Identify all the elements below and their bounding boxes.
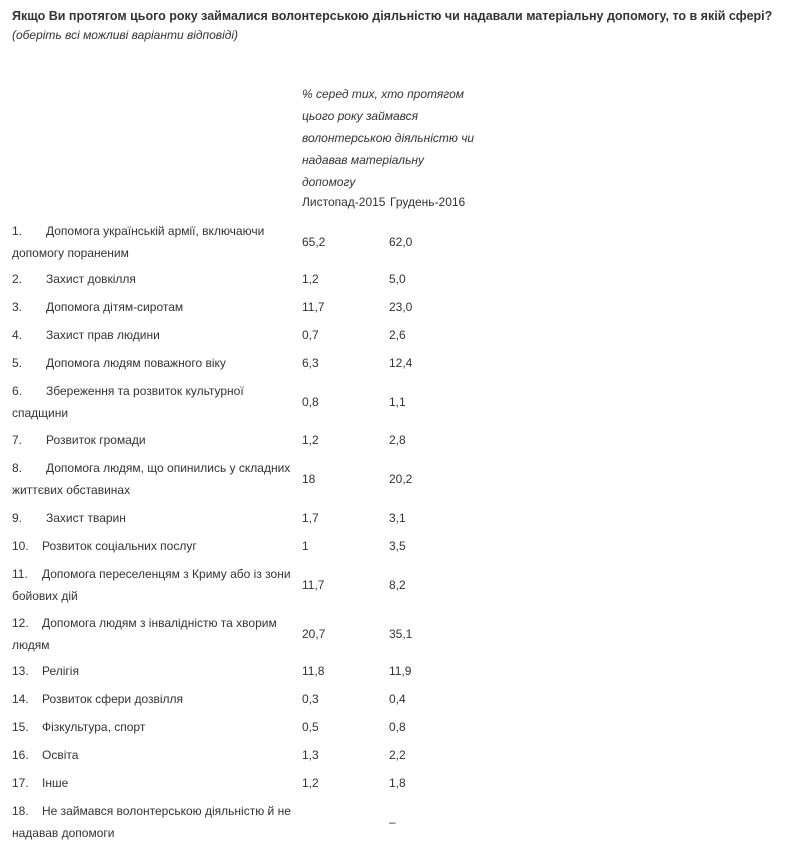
- value-2016: 62,0: [389, 235, 413, 249]
- row-number: 9.: [12, 511, 23, 525]
- row-label: [12, 457, 297, 501]
- row-text: Допомога людям, що опинились у складних життєвих обставинах: [12, 461, 291, 497]
- table-row: [0, 296, 799, 318]
- row-text: Захист прав людини: [46, 328, 160, 342]
- table-row: [0, 268, 799, 290]
- table-row: [0, 457, 799, 501]
- table-row: [0, 744, 799, 766]
- column-header-2015: Листопад-2015: [302, 195, 386, 209]
- table-row: [0, 660, 799, 682]
- value-2015: 1: [302, 539, 309, 553]
- value-2015: 6,3: [302, 356, 319, 370]
- row-number: 15.: [12, 720, 29, 734]
- row-number: 7.: [12, 433, 23, 447]
- row-number: 10.: [12, 539, 29, 553]
- value-2015: 0,3: [302, 692, 319, 706]
- table-row: [0, 800, 799, 844]
- row-text: Збереження та розвиток культурної спадщини: [12, 384, 244, 420]
- value-2015: 11,8: [302, 664, 325, 678]
- value-2015: 0,8: [302, 395, 319, 409]
- value-2016: 1,8: [389, 776, 406, 790]
- row-text: Захист тварин: [46, 511, 126, 525]
- row-number: 6.: [12, 384, 23, 398]
- value-2016: 2,2: [389, 748, 406, 762]
- value-2015: 1,3: [302, 748, 319, 762]
- row-text: Допомога українській армії, включаючи допомогу пораненим: [12, 224, 265, 260]
- row-label: [12, 660, 297, 682]
- value-2016: 12,4: [389, 356, 413, 370]
- row-number: 13.: [12, 664, 29, 678]
- table-row: [0, 380, 799, 424]
- row-number: 1.: [12, 224, 23, 238]
- value-2016: 0,4: [389, 692, 406, 706]
- table-row: [0, 612, 799, 656]
- row-number: 16.: [12, 748, 29, 762]
- table-row: [0, 220, 799, 264]
- row-label: [12, 352, 297, 374]
- row-number: 5.: [12, 356, 23, 370]
- row-label: [12, 688, 297, 710]
- value-2016: 2,8: [389, 433, 406, 447]
- table-row: [0, 563, 799, 607]
- table-row: [0, 688, 799, 710]
- row-label: [12, 800, 297, 844]
- row-text: Релігія: [42, 664, 79, 678]
- row-label: [12, 772, 297, 794]
- row-number: 8.: [12, 461, 23, 475]
- value-2016: 3,5: [389, 539, 406, 553]
- row-label: [12, 324, 297, 346]
- value-2015: 11,7: [302, 300, 325, 314]
- row-number: 11.: [12, 567, 28, 581]
- value-2015: 1,2: [302, 776, 319, 790]
- row-label: [12, 535, 297, 557]
- value-2016: 23,0: [389, 300, 413, 314]
- table-row: [0, 716, 799, 738]
- table-row: [0, 324, 799, 346]
- row-text: Допомога дітям-сиротам: [46, 300, 184, 314]
- row-number: 3.: [12, 300, 23, 314]
- value-2016: 5,0: [389, 272, 406, 286]
- value-2016: 0,8: [389, 720, 406, 734]
- row-text: Фізкультура, спорт: [42, 720, 146, 734]
- row-number: 12.: [12, 616, 29, 630]
- row-text: Розвиток соціальних послуг: [42, 539, 197, 553]
- value-2016: 8,2: [389, 578, 406, 592]
- row-text: Допомога людям з інвалідністю та хворим людям: [12, 616, 277, 652]
- row-text: Захист довкілля: [46, 272, 136, 286]
- row-text: Допомога людям поважного віку: [46, 356, 226, 370]
- table-row: [0, 429, 799, 451]
- value-2015: 0,7: [302, 328, 319, 342]
- table-row: [0, 352, 799, 374]
- row-label: [12, 220, 297, 264]
- table-row: [0, 772, 799, 794]
- value-2016: 11,9: [389, 664, 412, 678]
- answer-instruction: (оберіть всі можливі варіанти відповіді): [12, 28, 239, 42]
- row-label: [12, 612, 297, 656]
- row-label: [12, 716, 297, 738]
- column-header-2016: Грудень-2016: [390, 195, 466, 209]
- row-label: [12, 744, 297, 766]
- row-number: 18.: [12, 804, 29, 818]
- row-text: Розвиток сфери дозвілля: [42, 692, 184, 706]
- row-label: [12, 268, 297, 290]
- table-row: [0, 507, 799, 529]
- value-2016: 1,1: [389, 395, 406, 409]
- value-2015: 1,7: [302, 511, 319, 525]
- row-text: Освіта: [42, 748, 79, 762]
- value-2016: 2,6: [389, 328, 406, 342]
- value-2015: 0,5: [302, 720, 319, 734]
- row-number: 14.: [12, 692, 29, 706]
- row-label: [12, 429, 297, 451]
- value-2015: 20,7: [302, 627, 326, 641]
- value-2015: 65,2: [302, 235, 326, 249]
- value-2016: 3,1: [389, 511, 406, 525]
- value-2015: 18: [302, 472, 316, 486]
- row-text: Розвиток громади: [46, 433, 146, 447]
- row-label: [12, 507, 297, 529]
- value-2016: 20,2: [389, 472, 413, 486]
- row-text: Не займався волонтерською діяльністю й не надавав допомоги: [12, 804, 291, 840]
- table-row: [0, 535, 799, 557]
- value-2015: 1,2: [302, 272, 319, 286]
- value-2016: –: [389, 815, 396, 829]
- row-label: [12, 563, 297, 607]
- value-2015: 11,7: [302, 578, 325, 592]
- row-label: [12, 296, 297, 318]
- column-note: % серед тих, хто протягом цього року займався волонтерською діяльністю чи надавав матеріальну допомогу: [302, 87, 475, 189]
- question-title: Якщо Ви протягом цього року займалися волонтерською діяльністю чи надавали матеріальну допомогу, то в якій сфері?: [12, 9, 773, 23]
- row-label: [12, 380, 297, 424]
- row-number: 4.: [12, 328, 23, 342]
- row-text: Інше: [42, 776, 69, 790]
- value-2015: 1,2: [302, 433, 319, 447]
- row-number: 2.: [12, 272, 23, 286]
- row-number: 17.: [12, 776, 29, 790]
- row-text: Допомога переселенцям з Криму або із зони бойових дій: [12, 567, 291, 603]
- value-2016: 35,1: [389, 627, 413, 641]
